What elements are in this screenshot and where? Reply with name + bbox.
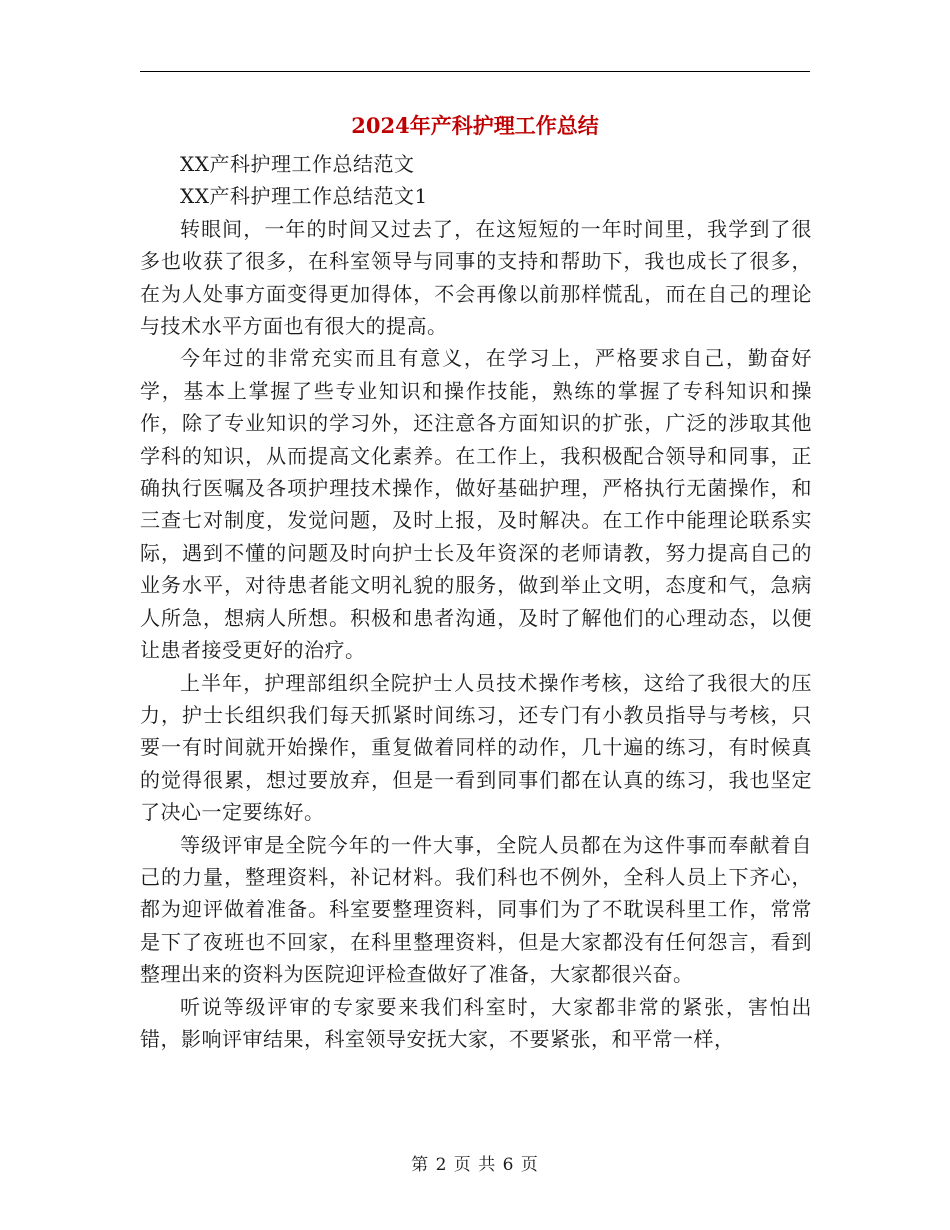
header-rule <box>140 71 810 72</box>
body-paragraph: 上半年，护理部组织全院护士人员技术操作考核，这给了我很大的压力，护士长组织我们每天抓紧时间练习，还专门有小教员指导与考核，只要一有时间就开始操作，重复做着同样的动作，几十遍的练习，有时候真的觉得很累，想过要放弃，但是一看到同事们都在认真的练习，我也坚定了决心一定要练好。 <box>140 670 812 825</box>
body-paragraph: 今年过的非常充实而且有意义，在学习上，严格要求自己，勤奋好学，基本上掌握了些专业知识和操作技能，熟练的掌握了专科知识和操作，除了专业知识的学习外，还注意各方面知识的扩张，广泛的涉取其他学科的知识，从而提高文化素养。在工作上，我积极配合领导和同事，正确执行医嘱及各项护理技术操作，做好基础护理，严格执行无菌操作，和三查七对制度，发觉问题，及时上报，及时解决。在工作中能理论联系实际，遇到不懂的问题及时向护士长及年资深的老师请教，努力提高自己的业务水平，对待患者能文明礼貌的服务，做到举止文明，态度和气，急病人所急，想病人所想。积极和患者沟通，及时了解他们的心理动态，以便让患者接受更好的治疗。 <box>140 346 812 663</box>
body-paragraph: 听说等级评审的专家要来我们科室时，大家都非常的紧张，害怕出错，影响评审结果，科室领导安抚大家，不要紧张，和平常一样， <box>140 994 812 1051</box>
document-title: 2024年产科护理工作总结 <box>351 113 599 138</box>
body-paragraph: 转眼间，一年的时间又过去了，在这短短的一年时间里，我学到了很多也收获了很多，在科室领导与同事的支持和帮助下，我也成长了很多，在为人处事方面变得更加得体，不会再像以前那样慌乱，而在自己的理论与技术水平方面也有很大的提高。 <box>140 216 812 339</box>
subtitle-line: XX产科护理工作总结范文 <box>180 152 415 176</box>
page-number-footer: 第 2 页 共 6 页 <box>411 1155 539 1175</box>
body-paragraph: 等级评审是全院今年的一件大事，全院人员都在为这件事而奉献着自己的力量，整理资料，补记材料。我们科也不例外，全科人员上下齐心，都为迎评做着准备。科室要整理资料，同事们为了不耽误科里工作，常常是下了夜班也不回家，在科里整理资料，但是大家都没有任何怨言，看到整理出来的资料为医院迎评检查做好了准备，大家都很兴奋。 <box>140 832 812 987</box>
document-body <box>140 148 812 1055</box>
section-heading: XX产科护理工作总结范文1 <box>180 184 428 209</box>
